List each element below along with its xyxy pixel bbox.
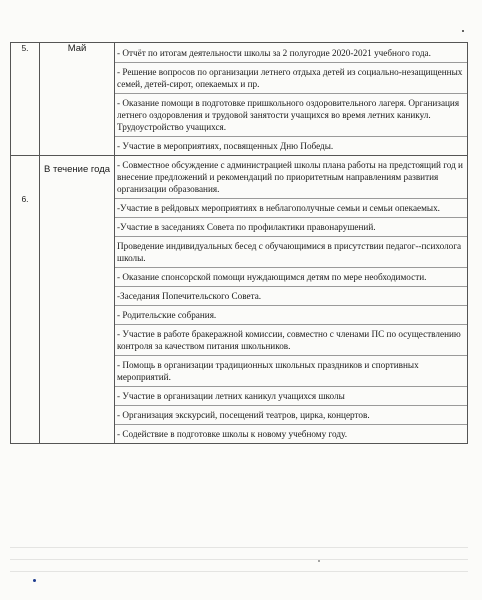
activity-item: - Помощь в организации традиционных школьных праздников и спортивных мероприятий. [115, 359, 467, 387]
bleed-through-text [10, 540, 468, 580]
row-number: 6. [11, 156, 40, 444]
activity-item: - Оказание помощи в подготовке пришкольного оздоровительного лагеря. Организация летнего оздоровления и трудовой занятости учащихся во время летних каникул. Трудоустройство учащихся. [115, 97, 467, 137]
ink-speck-middle [318, 560, 320, 562]
activity-item: - Участие в организации летних каникул учащихся школы [115, 390, 467, 406]
activity-item: - Участие в мероприятиях, посвященных Дню Победы. [117, 141, 334, 151]
activity-item: - Отчёт по итогам деятельности школы за 2 полугодие 2020-2021 учебного года. [115, 43, 467, 63]
row-period: В течение года [40, 156, 115, 444]
activity-item: - Решение вопросов по организации летнего отдыха детей из социально-незащищенных семей, детей-сирот, опекаемых и пр. [115, 66, 467, 94]
activities-cell [115, 43, 468, 156]
activities-cell [115, 156, 468, 444]
activity-item: -Участие в заседаниях Совета по профилактики правонарушений. [115, 221, 467, 237]
activity-item: Проведение индивидуальных бесед с обучающимися в присутствии педагог--психолога школы. [115, 240, 467, 268]
activity-item: - Совместное обсуждение с администрацией школы плана работы на предстоящий год и внесение предложений и рекомендаций по приоритетным направлениям развития организации образования. [115, 156, 467, 199]
activity-item: -Заседания Попечительского Совета. [115, 290, 467, 306]
activity-item: - Родительские собрания. [115, 309, 467, 325]
activity-item: - Участие в работе бракеражной комиссии, совместно с членами ПС по осуществлению контроля за качеством питания школьников. [115, 328, 467, 356]
activity-item: - Содействие в подготовке школы к новому учебному году. [117, 429, 347, 439]
row-number: 5. [11, 43, 40, 156]
work-plan-table [10, 42, 468, 444]
table-row-5 [11, 43, 468, 156]
activity-item: - Организация экскурсий, посещений театров, цирка, концертов. [115, 409, 467, 425]
row-period: Май [40, 43, 115, 156]
ink-speck-bottom [33, 579, 36, 582]
table-row-6 [11, 156, 468, 444]
activity-item: - Оказание спонсорской помощи нуждающимся детям по мере необходимости. [115, 271, 467, 287]
activity-item: -Участие в рейдовых мероприятиях в неблагополучные семьи и семьи опекаемых. [115, 202, 467, 218]
ink-speck-top [462, 30, 464, 32]
